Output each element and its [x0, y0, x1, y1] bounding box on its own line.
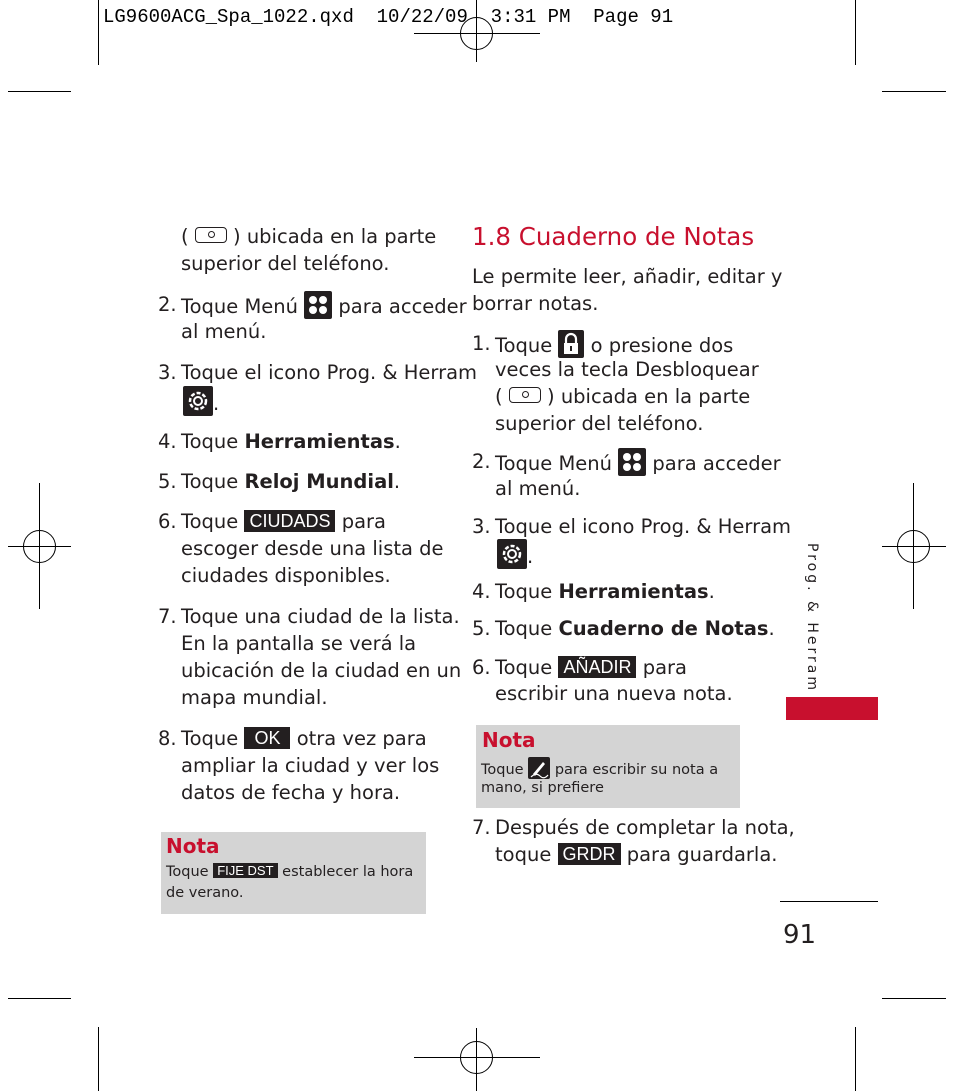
right-note-line1: Toque para escribir su nota a — [481, 757, 718, 781]
menu-icon — [618, 448, 646, 476]
left-step3: 3. Toque el icono Prog. & Herram — [158, 361, 478, 384]
right-step5: 5. Toque Cuaderno de Notas. — [472, 617, 775, 640]
left-step4: 4. Toque Herramientas. — [158, 430, 401, 453]
right-step4: 4. Toque Herramientas. — [472, 580, 715, 603]
right-intro-line1: Le permite leer, añadir, editar y — [472, 265, 783, 288]
left-note-line2: de verano. — [166, 885, 244, 901]
ciudads-softkey: CIUDADS — [244, 510, 335, 532]
right-step1-cont2: ( ) ubicada en la parte — [495, 385, 751, 408]
right-step1: 1. Toque o presione dos — [472, 332, 734, 357]
right-step1-cont3: superior del teléfono. — [495, 412, 704, 435]
left-step7-cont2: ubicación de la ciudad en un — [181, 659, 462, 682]
right-step7-cont: toque GRDR para guardarla. — [495, 843, 778, 866]
left-step3-icon-line: . — [183, 386, 219, 417]
right-step3-icon-line: . — [497, 539, 533, 570]
right-step7: 7. Después de completar la nota, — [472, 816, 795, 839]
left-step7: 7. Toque una ciudad de la lista. — [158, 605, 460, 628]
menu-icon — [304, 291, 332, 319]
left-step7-cont3: mapa mundial. — [181, 686, 328, 709]
page-number: 91 — [783, 920, 817, 950]
left-step6-cont2: ciudades disponibles. — [181, 564, 391, 587]
settings-gear-icon — [183, 386, 213, 416]
right-note-title: Nota — [482, 728, 536, 752]
left-step2-cont: al menú. — [181, 320, 267, 343]
left-step6-cont1: escoger desde una lista de — [181, 537, 444, 560]
left-step2: 2. Toque Menú para acceder — [158, 293, 467, 318]
fije-dst-softkey: FIJE DST — [213, 863, 277, 878]
left-step6: 6. Toque CIUDADS para — [158, 510, 386, 533]
left-step8: 8. Toque OK otra vez para — [158, 727, 427, 750]
left-step8-cont2: datos de fecha y hora. — [181, 781, 401, 804]
lock-icon — [558, 330, 584, 358]
right-step3: 3. Toque el icono Prog. & Herram — [472, 515, 792, 538]
left-step5: 5. Toque Reloj Mundial. — [158, 470, 401, 493]
right-step1-cont1: veces la tecla Desbloquear — [495, 358, 759, 381]
left-cont-line2: superior del teléfono. — [181, 252, 390, 275]
left-note-line1: Toque FIJE DST establecer la hora — [166, 863, 414, 880]
right-step6: 6. Toque AÑADIR para — [472, 656, 687, 679]
unlock-key-icon — [195, 227, 227, 243]
left-note-title: Nota — [166, 834, 220, 858]
left-cont-line1: ( ) ubicada en la parte — [181, 225, 437, 248]
left-step8-cont1: ampliar la ciudad y ver los — [181, 754, 440, 777]
handwriting-pen-icon — [528, 757, 550, 779]
right-step2-cont: al menú. — [495, 477, 581, 500]
right-intro-line2: borrar notas. — [472, 292, 599, 315]
settings-gear-icon — [497, 539, 527, 569]
file-slug: LG9600ACG_Spa_1022.qxd 10/22/09 3:31 PM Page 91 — [103, 6, 674, 28]
ok-softkey: OK — [244, 727, 290, 749]
section-side-tab-label: Prog. & Herram — [804, 543, 820, 693]
right-step2: 2. Toque Menú para acceder — [472, 450, 781, 475]
anadir-softkey: AÑADIR — [558, 656, 636, 678]
grdr-softkey: GRDR — [558, 843, 621, 865]
right-step6-cont: escribir una nueva nota. — [495, 682, 733, 705]
page-number-rule — [780, 901, 878, 902]
section-side-tab-bar — [786, 697, 878, 720]
section-title: 1.8 Cuaderno de Notas — [472, 222, 755, 251]
left-step7-cont1: En la pantalla se verá la — [181, 632, 417, 655]
right-note-line2: mano, si prefiere — [481, 780, 604, 796]
unlock-key-icon — [509, 387, 541, 403]
